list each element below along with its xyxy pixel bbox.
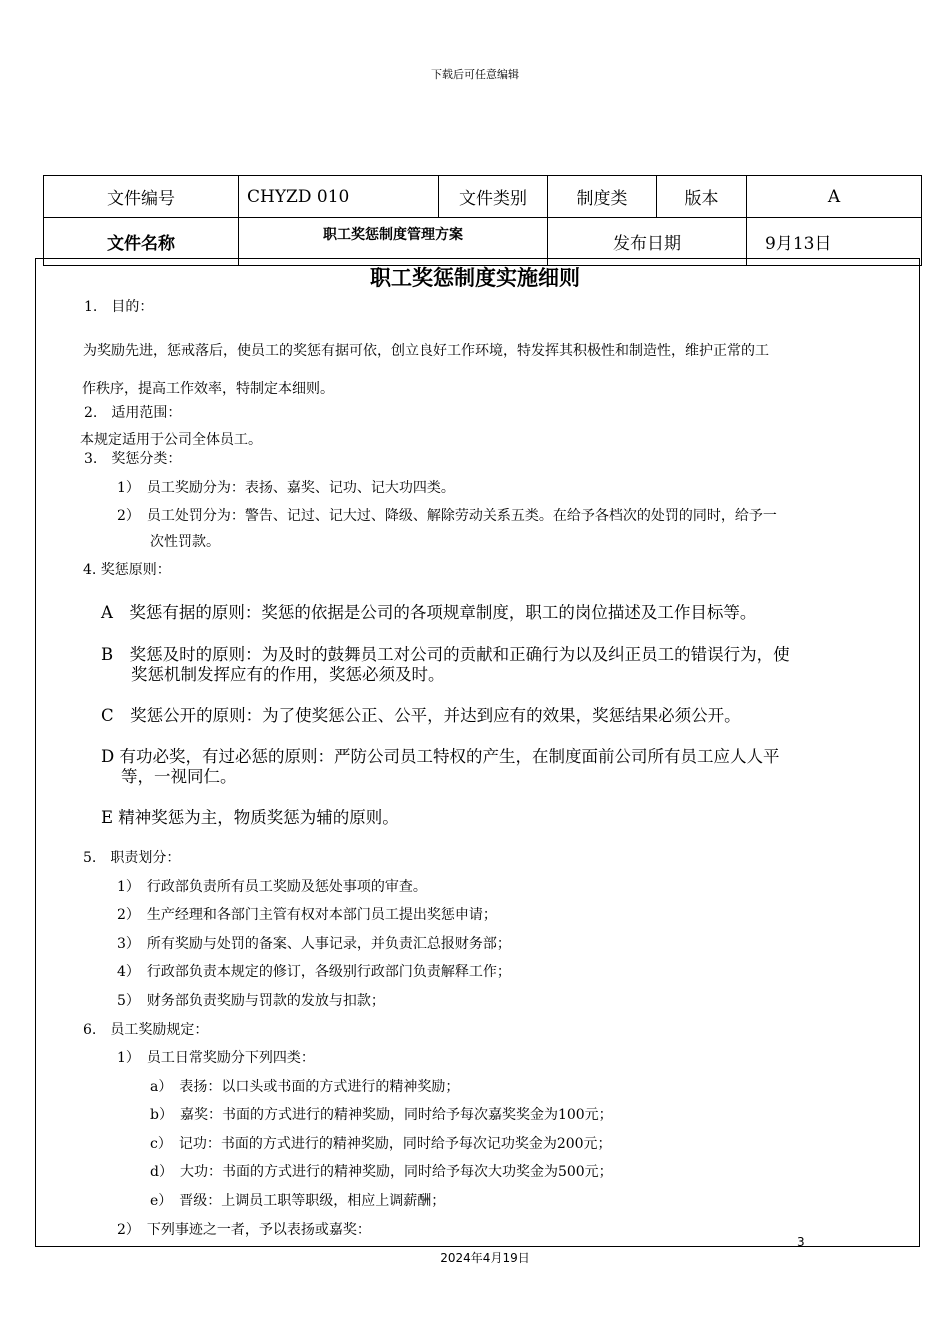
principle-c: C 奖惩公开的原则：为了使奖惩公正、公平，并达到应有的效果，奖惩结果必须公开。 — [101, 706, 741, 725]
version-value: A — [747, 176, 922, 218]
reward-type-item: a） 表扬：以口头或书面的方式进行的精神奖励； — [150, 1079, 460, 1095]
section-3-heading: 3. 奖惩分类： — [84, 451, 182, 467]
section-3-item-2-line1: 2） 员工处罚分为：警告、记过、记大过、降级、解除劳动关系五类。在给予各档次的处罚的同时，给予一 — [117, 508, 777, 524]
reward-type-item: b） 嘉奖：书面的方式进行的精神奖励，同时给予每次嘉奖奖金为100元； — [150, 1107, 613, 1123]
section-1-text-line1: 为奖励先进，惩戒落后，使员工的奖惩有据可依，创立良好工作环境，特发挥其积极性和制造性，维护正常的工 — [83, 343, 769, 359]
section-6-heading: 6. 员工奖励规定： — [83, 1022, 209, 1038]
section-5-item: 3） 所有奖励与处罚的备案、人事记录，并负责汇总报财务部； — [117, 936, 511, 952]
section-6-sub-2: 2） 下列事迹之一者，予以表扬或嘉奖： — [117, 1222, 371, 1238]
section-3-item-2-line2: 次性罚款。 — [150, 534, 220, 550]
document-title: 职工奖惩制度实施细则 — [370, 266, 580, 290]
section-4-heading: 4. 奖惩原则： — [83, 562, 171, 578]
section-5-item: 1） 行政部负责所有员工奖励及惩处事项的审查。 — [117, 879, 427, 895]
section-5-item: 2） 生产经理和各部门主管有权对本部门员工提出奖惩申请； — [117, 907, 497, 923]
section-2-heading: 2. 适用范围： — [84, 405, 182, 421]
principle-a: A 奖惩有据的原则：奖惩的依据是公司的各项规章制度，职工的岗位描述及工作目标等。 — [101, 603, 757, 622]
section-2-text: 本规定适用于公司全体员工。 — [80, 432, 262, 448]
section-5-heading: 5. 职责划分： — [83, 850, 181, 866]
footer-date: 2024年4月19日 — [440, 1251, 530, 1265]
section-1-heading: 1. 目的： — [84, 299, 154, 315]
file-name-value: 职工奖惩制度管理方案 — [239, 218, 548, 266]
principle-d-line2: 等，一视同仁。 — [121, 767, 237, 786]
section-1-text-line2: 作秩序，提高工作效率，特制定本细则。 — [82, 381, 334, 397]
header-note: 下载后可任意编辑 — [431, 68, 519, 81]
publish-date-label: 发布日期 — [548, 218, 747, 266]
file-no-value: CHYZD 010 — [239, 176, 439, 218]
file-type-label: 文件类别 — [439, 176, 548, 218]
principle-d-line1: D 有功必奖，有过必惩的原则：严防公司员工特权的产生，在制度面前公司所有员工应人人平 — [101, 747, 780, 766]
reward-type-item: d） 大功：书面的方式进行的精神奖励，同时给予每次大功奖金为500元； — [150, 1164, 613, 1180]
reward-type-item: c） 记功：书面的方式进行的精神奖励，同时给予每次记功奖金为200元； — [150, 1136, 612, 1152]
version-label: 版本 — [657, 176, 747, 218]
section-6-sub-1: 1） 员工日常奖励分下列四类： — [117, 1050, 315, 1066]
reward-type-item: e） 晋级：上调员工职等职级，相应上调薪酬； — [150, 1193, 446, 1209]
principle-e: E 精神奖惩为主，物质奖惩为辅的原则。 — [101, 808, 399, 827]
section-3-item-1: 1） 员工奖励分为：表扬、嘉奖、记功、记大功四类。 — [117, 480, 455, 496]
principle-b-line1: B 奖惩及时的原则：为及时的鼓舞员工对公司的贡献和正确行为以及纠正员工的错误行为，使 — [101, 645, 790, 664]
section-5-item: 4） 行政部负责本规定的修订，各级别行政部门负责解释工作； — [117, 964, 511, 980]
file-name-label: 文件名称 — [44, 218, 239, 266]
document-info-table — [43, 175, 922, 266]
publish-date-value: 9月13日 — [747, 218, 922, 266]
page-number: 3 — [797, 1235, 805, 1249]
file-no-label: 文件编号 — [44, 176, 239, 218]
file-type-value: 制度类 — [548, 176, 657, 218]
principle-b-line2: 奖惩机制发挥应有的作用，奖惩必须及时。 — [131, 665, 445, 684]
section-5-item: 5） 财务部负责奖励与罚款的发放与扣款； — [117, 993, 385, 1009]
